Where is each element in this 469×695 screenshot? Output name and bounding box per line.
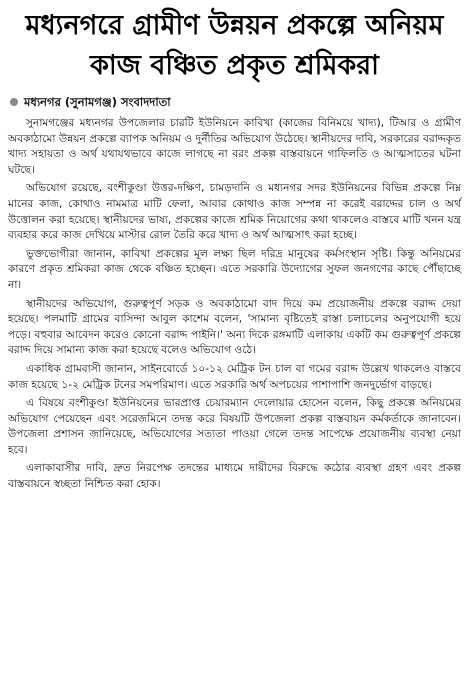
paragraph: সুনামগঞ্জের মধ্যনগর উপজেলার চারটি ইউনিয়নে কাবিখা (কাজের বিনিময়ে খাদ্য), টিআর ও গ্রামীণ অবকাঠামো উন্নয়ন প্রকল্পে ব্যাপক অনিয়ম ও দুর্নীতির অভিযোগ উঠেছে। স্থানীয়দের দাবি, সরকারের বরাদ্দকৃত খাদ্য সহায়তা ও অর্থ যথাযথভাবে কাজে লাগছে না বরং প্রকল্প বাস্তবায়নে গাফিলতি ও আত্মসাতের ঘটনা ঘটছে। — [8, 117, 461, 176]
paragraph: এ বিষয়ে বংশীকুণ্ডা ইউনিয়নের ভারপ্রাপ্ত চেয়ারম্যান দেলোয়ার হোসেন বলেন, কিছু প্রকল্পে অনিয়মের অভিযোগ পেয়েছেন এবং সরেজমিনে তদন্ত করে বিষয়টি উপজেলা প্রকল্প বাস্তবায়ন কর্মকর্তাকে জানাবেন। উপজেলা প্রশাসন জানিয়েছে, অভিযোগের সত্যতা পাওয়া গেলে তদন্ত সাপেক্ষে প্রয়োজনীয় ব্যবস্থা নেয়া হবে। — [8, 397, 461, 456]
headline — [8, 6, 461, 86]
headline-line-2: কাজ বঞ্চিত প্রকৃত শ্রমিকরা — [90, 50, 379, 81]
article-body — [8, 116, 461, 493]
byline-text: মধ্যনগর (সুনামগঞ্জ) সংবাদদাতা — [24, 95, 171, 109]
paragraph: অভিযোগ রয়েছে, বংশীকুণ্ডা উত্তর-দক্ষিণ, চামড়দানি ও মধ্যনগর সদর ইউনিয়নের বিভিন্ন প্রকল্পে নিম্ন মানের কাজ, কোথাও নামমাত্র মাটি ফেলা, আবার কোথাও কাজ সম্পন্ন না করেই বরাদ্দের চাল ও অর্থ উত্তোলন করা হয়েছে। স্থানীয়দের ভাষ্য, প্রকল্পের কাজে শ্রমিক নিয়োগের কথা থাকলেও বাস্তবে মাটি খনন যন্ত্র ব্যবহার করে কাজ দেখিয়ে মাস্টার রোল তৈরি করে খাদ্য ও অর্থ আত্মসাৎ করা হচ্ছে। — [8, 182, 461, 242]
paragraph: একাধিক গ্রামবাসী জানান, সাইনবোর্ডে ১০-১২ মেট্রিক টন চাল বা গমের বরাদ্দ উল্লেখ থাকলেও বাস্তবে কাজ হয়েছে ১-২ মেট্রিক টনের সমপরিমাণ। এতে সরকারি অর্থ অপচয়ের পাশাপাশি জনদুর্ভোগ বাড়ছে। — [8, 362, 461, 391]
paragraph: ভুক্তভোগীরা জানান, কাবিখা প্রকল্পের মূল লক্ষ্য ছিল দরিদ্র মানুষের কর্মসংস্থান সৃষ্টি। কিন্তু অনিয়মের কারণে প্রকৃত শ্রমিকরা কাজ থেকে বঞ্চিত হচ্ছেন। এতে সরকারি উদ্যোগের সুফল জনগণের কাছে পৌঁছাচ্ছে না। — [8, 247, 461, 291]
byline — [8, 94, 461, 110]
paragraph: এলাকাবাসীর দাবি, দ্রুত নিরপেক্ষ তদন্তের মাধ্যমে দায়ীদের বিরুদ্ধে কঠোর ব্যবস্থা গ্রহণ এবং প্রকল্প বাস্তবায়নে স্বচ্ছতা নিশ্চিত করা হোক। — [8, 462, 461, 491]
paragraph: স্থানীয়দের অভিযোগ, গুরুত্বপূর্ণ সড়ক ও অবকাঠামো বাদ দিয়ে কম প্রয়োজনীয় প্রকল্পে বরাদ্দ দেয়া হয়েছে। পলমাটি গ্রামের বাসিন্দা আবুল কাশেম বলেন, 'সামান্য বৃষ্টিতেই রাস্তা চলাচলের অনুপযোগী হয়ে পড়ে। বহুবার আবেদন করেও কোনো বরাদ্দ পাইনি।' অন্য দিকে রঙ্গমাটি এলাকায় একটি কম গুরুত্বপূর্ণ প্রকল্পে বরাদ্দ দিয়ে সামান্য কাজ করা হয়েছে বলেও অভিযোগ ওঠে। — [8, 297, 461, 357]
headline-line-1: মধ্যনগরে গ্রামীণ উন্নয়ন প্রকল্পে অনিয়ম — [25, 10, 444, 41]
bullet-icon — [10, 98, 18, 106]
